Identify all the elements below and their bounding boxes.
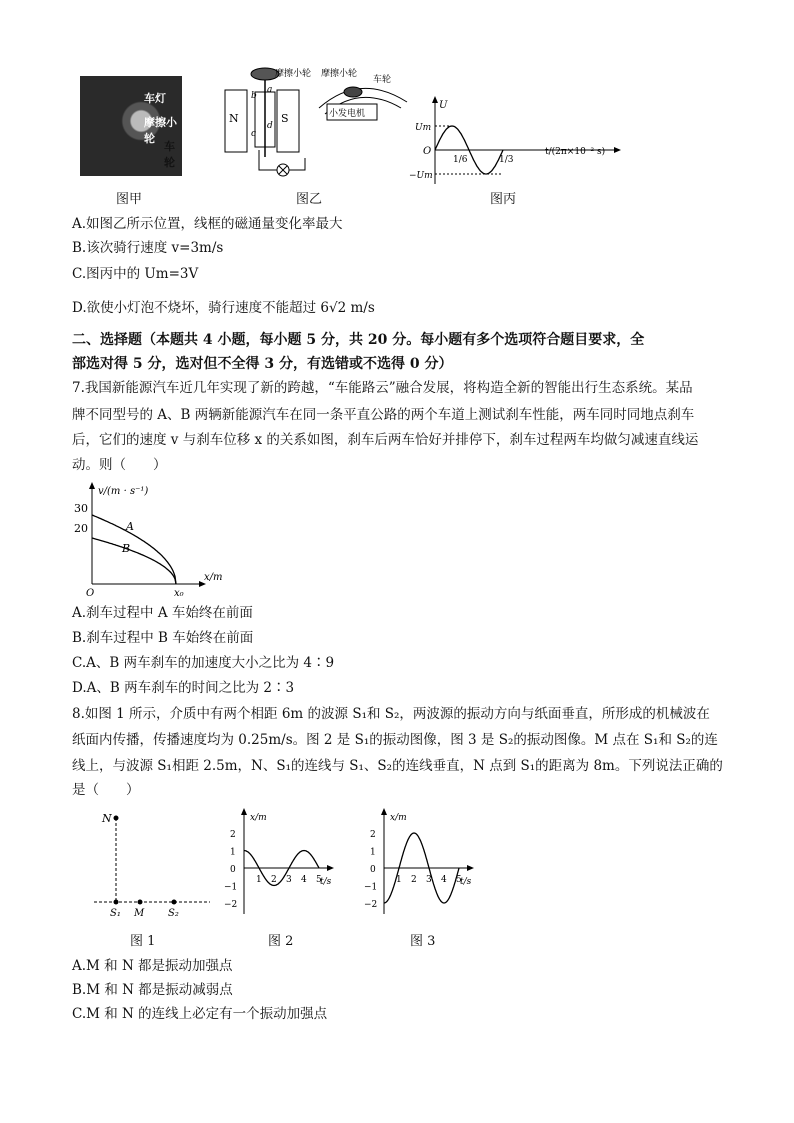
neg-um-label: −Um xyxy=(409,171,433,181)
fig2-xlabel: t/s xyxy=(320,877,332,887)
q7-option-b: B.刹车过程中 B 车始终在前面 xyxy=(72,630,254,646)
q8-option-c: C.M 和 N 的连线上必定有一个振动加强点 xyxy=(72,1006,328,1022)
fig3-xtick: 4 xyxy=(441,875,447,885)
q7-velocity-graph xyxy=(70,480,230,600)
fig1-s1: S₁ xyxy=(110,908,121,918)
fig3-ytick: −1 xyxy=(364,882,378,893)
label-generator: 小发电机 xyxy=(329,109,366,119)
label-c: c xyxy=(251,129,257,139)
q7-y20: 20 xyxy=(74,522,88,535)
fig3-ytick: 1 xyxy=(370,847,376,858)
q7-curve-b xyxy=(92,538,176,584)
caption-bing: 图丙 xyxy=(490,192,517,207)
q7-line-4: 动。则（ ） xyxy=(72,457,167,473)
q6-option-a: A.如图乙所示位置，线框的磁通量变化率最大 xyxy=(72,216,343,232)
caption-jia: 图甲 xyxy=(116,192,143,207)
q8-fig3 xyxy=(362,806,482,918)
fig3-ytick: 0 xyxy=(370,865,376,875)
fig2-xtick: 5 xyxy=(316,875,322,885)
fig1-s2: S₂ xyxy=(168,908,179,918)
q8-line-2: 纸面内传播，传播速度均为 0.25m/s。图 2 是 S₁的振动图像，图 3 是 S₂的振动图像。M 点在 S₁和 S₂的连 xyxy=(72,732,718,748)
q6-option-d: D.欲使小灯泡不烧坏，骑行速度不能超过 6√2 m/s xyxy=(72,300,375,316)
fig3-xtick: 3 xyxy=(426,875,432,885)
u-axis-label: U xyxy=(439,100,448,111)
photo-label-lamp: 车灯 xyxy=(144,92,166,105)
q7-option-a: A.刹车过程中 A 车始终在前面 xyxy=(72,605,253,621)
q7-x0: x₀ xyxy=(174,588,184,599)
fig2-xtick: 3 xyxy=(286,875,292,885)
q8-line-4: 是（ ） xyxy=(72,782,140,798)
voltage-graph xyxy=(405,92,625,188)
photo-label-wheel-small: 摩擦小轮 xyxy=(144,116,177,145)
q6-option-b: B.该次骑行速度 v=3m/s xyxy=(72,240,224,256)
q7-ylabel: v/(m · s⁻¹) xyxy=(98,486,149,497)
fig2-ytick: 1 xyxy=(230,847,236,858)
q8-option-a: A.M 和 N 都是振动加强点 xyxy=(72,958,233,974)
q7-line-2: 牌不同型号的 A、B 两辆新能源汽车在同一条平直公路的两个车道上测试刹车性能，两车同时同地点刹车 xyxy=(72,407,695,423)
label-wheel: 车轮 xyxy=(373,75,392,85)
label-friction-2: 摩擦小轮 xyxy=(321,69,358,79)
q7-line-1: 7.我国新能源汽车近几年实现了新的跨越，“车能路云”融合发展，将构造全新的智能出行生态系统。某品 xyxy=(72,380,693,396)
caption-fig1: 图 1 xyxy=(130,934,156,949)
fig3-xtick: 1 xyxy=(396,875,402,885)
q7-line-3: 后，它们的速度 v 与刹车位移 x 的关系如图，刹车后两车恰好并排停下，刹车过程两车均做匀减速直线运 xyxy=(72,432,699,448)
fig3-xtick: 2 xyxy=(411,875,417,885)
q7-origin: O xyxy=(86,588,95,599)
q7-label-a: A xyxy=(126,520,134,533)
section2-heading-2: 部选对得 5 分，选对但不全得 3 分，有选错或不选得 0 分） xyxy=(72,356,453,372)
bicycle-photo xyxy=(80,76,182,176)
origin-label: O xyxy=(423,146,432,157)
caption-yi: 图乙 xyxy=(296,192,323,207)
q7-curve-a xyxy=(92,515,176,584)
fig2-ytick: −1 xyxy=(224,882,238,893)
label-d: d xyxy=(267,121,273,131)
q8-option-b: B.M 和 N 都是振动减弱点 xyxy=(72,982,233,998)
fig3-ytick: 2 xyxy=(370,830,376,840)
fig2-xtick: 1 xyxy=(256,875,262,885)
um-label: Um xyxy=(415,123,432,133)
tick-1-6: 1/6 xyxy=(453,155,468,165)
q6-option-c: C.图丙中的 Um=3V xyxy=(72,266,199,282)
label-b: b xyxy=(251,91,257,101)
fig2-xtick: 4 xyxy=(301,875,307,885)
fig2-ytick: 0 xyxy=(230,865,236,875)
fig2-xtick: 2 xyxy=(271,875,277,885)
fig1-n: N xyxy=(102,812,112,825)
q8-fig1 xyxy=(90,808,220,918)
q7-option-d: D.A、B 两车刹车的时间之比为 2∶3 xyxy=(72,680,295,696)
photo-label-wheel: 车轮 xyxy=(164,140,175,169)
q7-y30: 30 xyxy=(74,502,88,515)
fig3-ylabel: x/m xyxy=(390,813,407,823)
pole-s: S xyxy=(281,112,289,125)
fig2-ylabel: x/m xyxy=(250,813,267,823)
q7-label-b: B xyxy=(122,542,131,555)
q8-fig2 xyxy=(222,806,342,918)
q8-line-3: 线上，与波源 S₁相距 2.5m，N、S₁的连线与 S₁、S₂的连线垂直，N 点到 S₁的距离为 8m。下列说法正确的 xyxy=(72,758,723,774)
fig2-ytick: 2 xyxy=(230,830,236,840)
caption-fig3: 图 3 xyxy=(410,934,436,949)
section2-heading-1: 二、选择题（本题共 4 小题，每小题 5 分，共 20 分。每小题有多个选项符合题目要求，全 xyxy=(72,332,645,348)
generator-diagram xyxy=(215,62,415,182)
fig3-ytick: −2 xyxy=(364,900,378,910)
fig3-xtick: 5 xyxy=(456,875,462,885)
label-friction-1: 摩擦小轮 xyxy=(275,69,312,79)
fig1-m: M xyxy=(134,908,145,918)
q7-xlabel: x/m xyxy=(204,572,223,583)
tick-1-3: 1/3 xyxy=(499,155,514,165)
pole-n: N xyxy=(229,112,239,125)
t-axis-label: t/(2π×10⁻² s) xyxy=(545,147,606,157)
q8-line-1: 8.如图 1 所示，介质中有两个相距 6m 的波源 S₁和 S₂，两波源的振动方向与纸面垂直，所形成的机械波在 xyxy=(72,706,710,722)
fig2-ytick: −2 xyxy=(224,900,238,910)
fig3-xlabel: t/s xyxy=(460,877,472,887)
q7-option-c: C.A、B 两车刹车的加速度大小之比为 4∶9 xyxy=(72,655,335,671)
caption-fig2: 图 2 xyxy=(268,934,294,949)
label-a: a xyxy=(267,85,273,95)
